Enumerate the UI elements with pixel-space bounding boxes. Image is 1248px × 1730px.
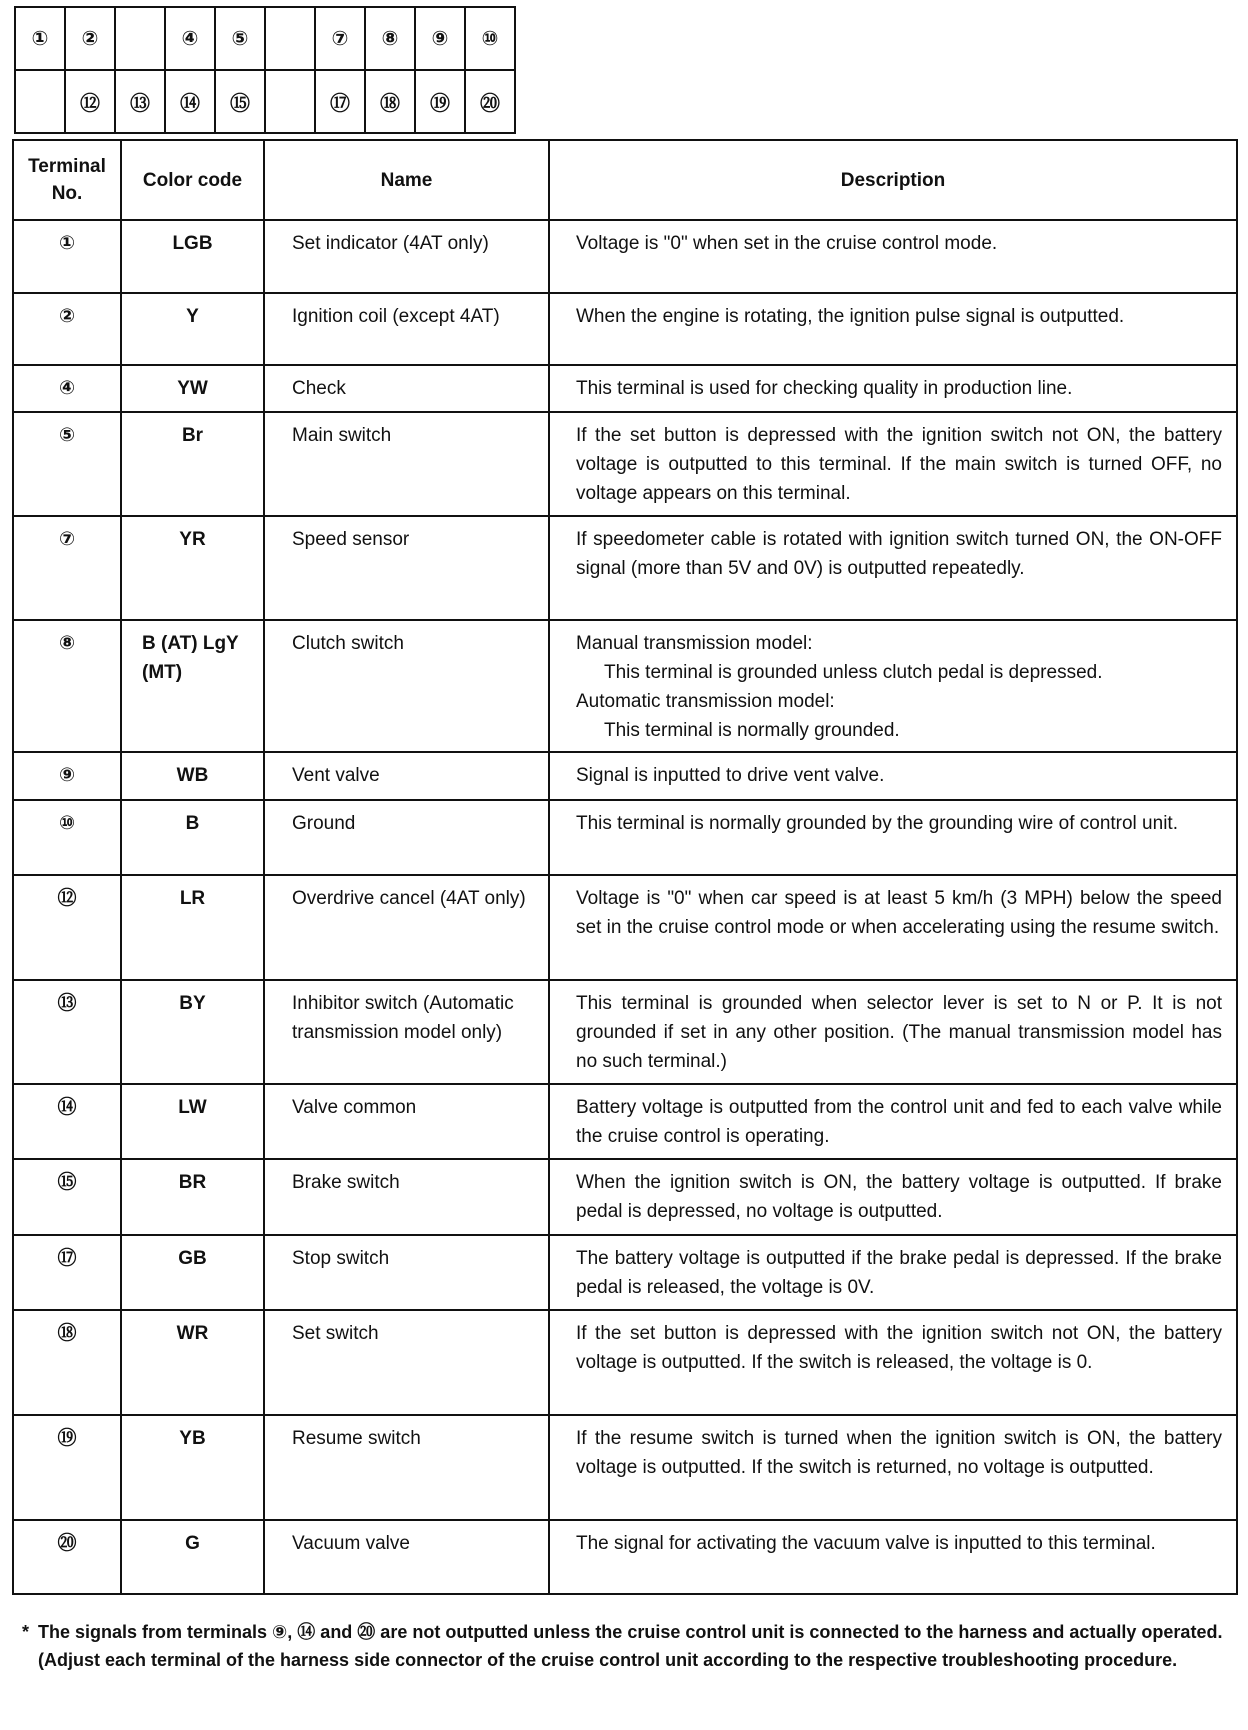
table-row [13, 1159, 1237, 1235]
connector-pin: ⑦ [315, 7, 365, 70]
terminal-number: ⑬ [13, 980, 121, 1084]
terminal-description: If the set button is depressed with the ignition switch not ON, the battery voltage is outputted. If the switch is released, the voltage is 0. [549, 1310, 1237, 1415]
table-header-row [13, 140, 1237, 220]
footnote-line: (Adjust each terminal of the harness side connector of the cruise control unit according to the respective troubleshooting procedure. [38, 1650, 1178, 1670]
table-row [13, 800, 1237, 875]
terminal-description: Battery voltage is outputted from the control unit and fed to each valve while the cruise control is operating. [549, 1084, 1237, 1159]
terminal-number: ⑲ [13, 1415, 121, 1520]
terminal-name: Brake switch [264, 1159, 549, 1235]
terminal-description: The signal for activating the vacuum valve is inputted to this terminal. [549, 1520, 1237, 1594]
terminal-name: Valve common [264, 1084, 549, 1159]
connector-pin [265, 70, 315, 133]
terminal-name: Vent valve [264, 752, 549, 800]
terminal-table [12, 139, 1238, 1595]
color-code: B [121, 800, 264, 875]
terminal-name: Resume switch [264, 1415, 549, 1520]
terminal-number: ⑫ [13, 875, 121, 980]
table-row [13, 293, 1237, 365]
connector-pin: ⑩ [465, 7, 515, 70]
terminal-name: Vacuum valve [264, 1520, 549, 1594]
terminal-description: Voltage is "0" when car speed is at least 5 km/h (3 MPH) below the speed set in the cruise control mode or when accelerating using the resume switch. [549, 875, 1237, 980]
color-code: G [121, 1520, 264, 1594]
table-row [13, 365, 1237, 412]
terminal-name: Ground [264, 800, 549, 875]
color-code: Y [121, 293, 264, 365]
terminal-number: ① [13, 220, 121, 293]
connector-pin: ⑳ [465, 70, 515, 133]
description-line: Manual transmission model: [576, 633, 813, 654]
color-code: Br [121, 412, 264, 516]
color-code: LR [121, 875, 264, 980]
connector-pin: ② [65, 7, 115, 70]
connector-pin [115, 7, 165, 70]
terminal-number: ⑰ [13, 1235, 121, 1310]
connector-pin [15, 70, 65, 133]
terminal-name: Check [264, 365, 549, 412]
color-code: WB [121, 752, 264, 800]
color-code: B (AT) LgY (MT) [121, 620, 264, 752]
table-row [13, 220, 1237, 293]
terminal-number: ⑮ [13, 1159, 121, 1235]
connector-pin: ⑫ [65, 70, 115, 133]
terminal-description: If the set button is depressed with the ignition switch not ON, the battery voltage is outputted to this terminal. If the main switch is turned OFF, no voltage appears on this terminal. [549, 412, 1237, 516]
terminal-number: ⑳ [13, 1520, 121, 1594]
color-code: YW [121, 365, 264, 412]
footnote-line: The signals from terminals ⑨, ⑭ and ⑳ are not outputted unless the cruise control unit is connected to the harness and actually operated. [38, 1622, 1223, 1642]
connector-pin: ④ [165, 7, 215, 70]
table-row [13, 516, 1237, 620]
terminal-number: ⑦ [13, 516, 121, 620]
terminal-number: ⑨ [13, 752, 121, 800]
connector-pin: ⑬ [115, 70, 165, 133]
description-line: This terminal is normally grounded. [604, 720, 900, 741]
terminal-number: ④ [13, 365, 121, 412]
terminal-name: Set indicator (4AT only) [264, 220, 549, 293]
header-description: Description [549, 140, 1237, 220]
terminal-name: Ignition coil (except 4AT) [264, 293, 549, 365]
connector-pin: ⑰ [315, 70, 365, 133]
terminal-number: ⑧ [13, 620, 121, 752]
footnote [12, 1618, 1236, 1674]
connector-pin: ⑮ [215, 70, 265, 133]
terminal-name: Stop switch [264, 1235, 549, 1310]
table-row [13, 1235, 1237, 1310]
color-code: WR [121, 1310, 264, 1415]
connector-pin: ⑭ [165, 70, 215, 133]
terminal-description: When the engine is rotating, the ignition pulse signal is outputted. [549, 293, 1237, 365]
terminal-description: Voltage is "0" when set in the cruise control mode. [549, 220, 1237, 293]
terminal-number: ⑩ [13, 800, 121, 875]
terminal-name: Clutch switch [264, 620, 549, 752]
terminal-description: When the ignition switch is ON, the battery voltage is outputted. If brake pedal is depressed, no voltage is outputted. [549, 1159, 1237, 1235]
terminal-description [549, 620, 1237, 752]
description-line: Automatic transmission model: [576, 691, 835, 712]
description-line: This terminal is grounded unless clutch pedal is depressed. [604, 662, 1103, 683]
table-row [13, 980, 1237, 1084]
color-code: YR [121, 516, 264, 620]
header-color-code: Color code [121, 140, 264, 220]
color-code: LW [121, 1084, 264, 1159]
color-code: GB [121, 1235, 264, 1310]
terminal-description: This terminal is normally grounded by the grounding wire of control unit. [549, 800, 1237, 875]
terminal-description: If the resume switch is turned when the ignition switch is ON, the battery voltage is outputted. If the switch is returned, no voltage is outputted. [549, 1415, 1237, 1520]
connector-pin: ⑧ [365, 7, 415, 70]
color-code: LGB [121, 220, 264, 293]
connector-pin: ① [15, 7, 65, 70]
color-code: YB [121, 1415, 264, 1520]
terminal-description: Signal is inputted to drive vent valve. [549, 752, 1237, 800]
connector-pin: ⑤ [215, 7, 265, 70]
connector-pin: ⑨ [415, 7, 465, 70]
color-code: BR [121, 1159, 264, 1235]
terminal-name: Speed sensor [264, 516, 549, 620]
terminal-name: Main switch [264, 412, 549, 516]
connector-pin: ⑱ [365, 70, 415, 133]
table-row [13, 1310, 1237, 1415]
header-name: Name [264, 140, 549, 220]
terminal-number: ⑱ [13, 1310, 121, 1415]
terminal-name: Set switch [264, 1310, 549, 1415]
terminal-description: The battery voltage is outputted if the brake pedal is depressed. If the brake pedal is released, the voltage is 0V. [549, 1235, 1237, 1310]
table-row [13, 875, 1237, 980]
table-row [13, 1415, 1237, 1520]
color-code: BY [121, 980, 264, 1084]
table-row [13, 752, 1237, 800]
connector-pin: ⑲ [415, 70, 465, 133]
table-row [13, 412, 1237, 516]
terminal-description: This terminal is used for checking quality in production line. [549, 365, 1237, 412]
table-row [13, 1084, 1237, 1159]
terminal-name: Inhibitor switch (Automatic transmission model only) [264, 980, 549, 1084]
table-row [13, 620, 1237, 752]
connector-diagram [14, 6, 516, 134]
terminal-description: This terminal is grounded when selector lever is set to N or P. It is not grounded if set in any other position. (The manual transmission model has no such terminal.) [549, 980, 1237, 1084]
terminal-description: If speedometer cable is rotated with ignition switch turned ON, the ON-OFF signal (more than 5V and 0V) is outputted repeatedly. [549, 516, 1237, 620]
terminal-number: ⑤ [13, 412, 121, 516]
terminal-name: Overdrive cancel (4AT only) [264, 875, 549, 980]
header-terminal-no: Terminal No. [13, 140, 121, 220]
connector-pin [265, 7, 315, 70]
table-row [13, 1520, 1237, 1594]
connector-row-bottom [15, 70, 515, 133]
connector-row-top [15, 7, 515, 70]
footnote-marker: * [22, 1622, 30, 1642]
terminal-number: ⑭ [13, 1084, 121, 1159]
terminal-number: ② [13, 293, 121, 365]
